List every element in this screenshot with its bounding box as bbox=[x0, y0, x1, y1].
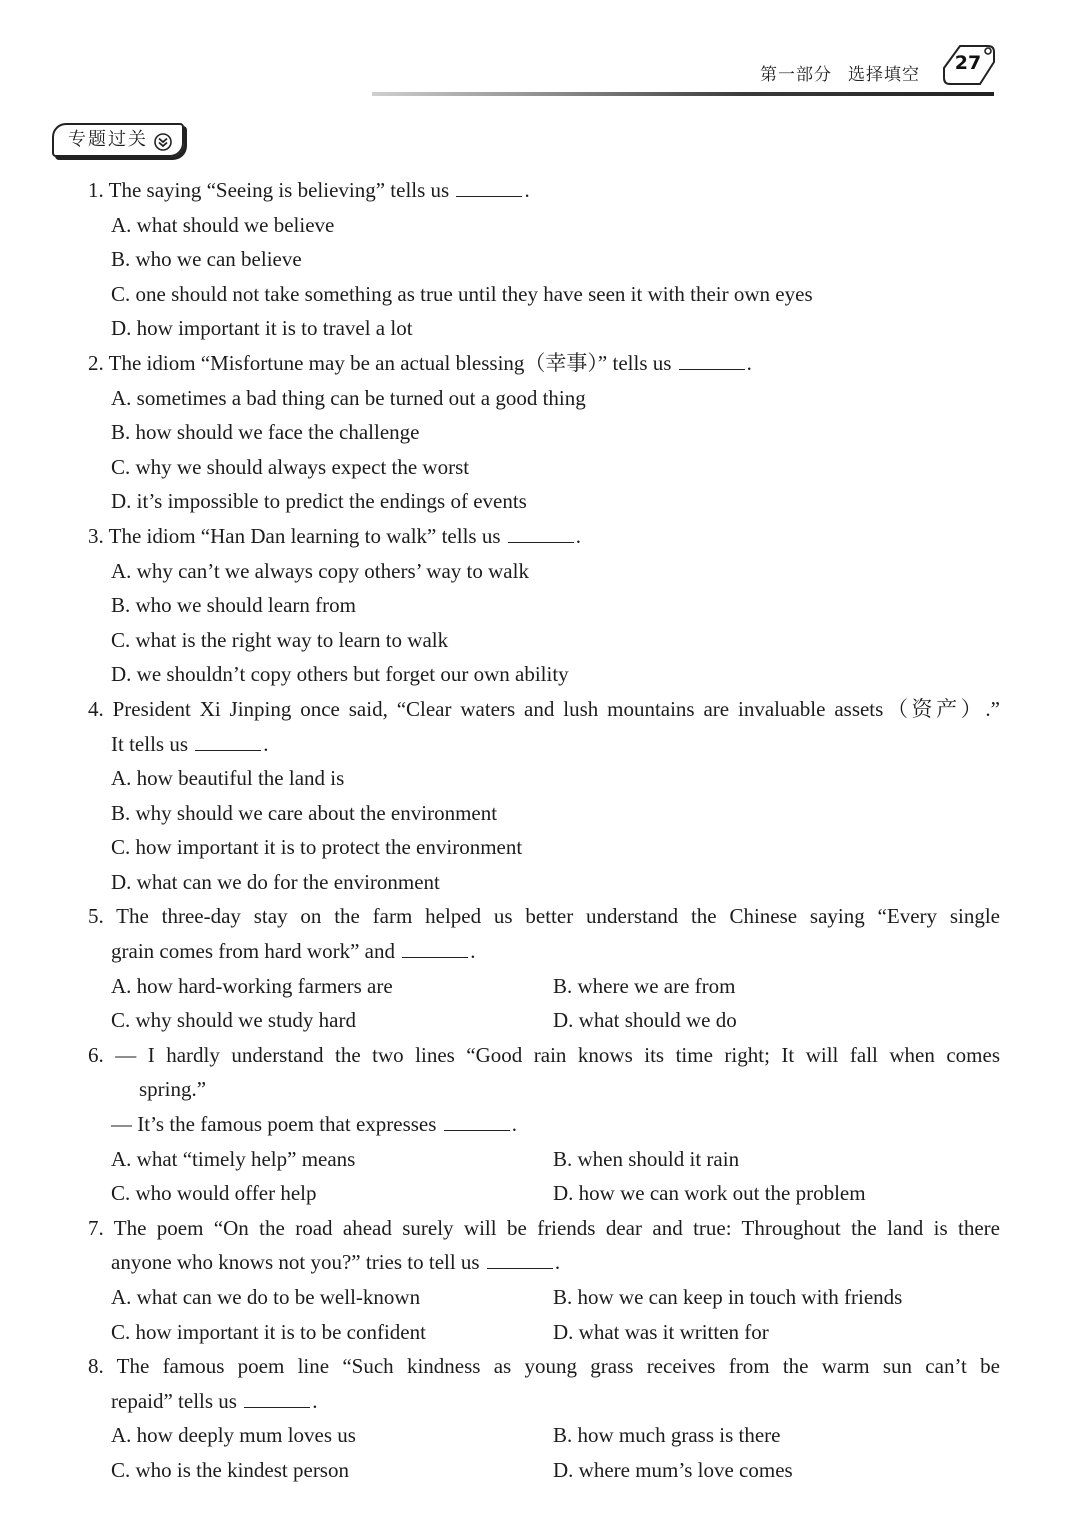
question-4-stem-line-1: 4. President Xi Jinping once said, “Clear waters and lush mountains are invaluable assets（资产）.” bbox=[88, 696, 1000, 721]
question-7-stem-line-1: 7. The poem “On the road ahead surely will be friends dear and true: Throughout the land is there bbox=[88, 1215, 1000, 1240]
question-3-option-c: C. what is the right way to learn to walk bbox=[111, 627, 449, 652]
question-8-option-a: A. how deeply mum loves us bbox=[111, 1423, 356, 1448]
question-8-stem-line-1: 8. The famous poem line “Such kindness as young grass receives from the warm sun can’t be bbox=[88, 1354, 1000, 1379]
question-8-option-c: C. who is the kindest person bbox=[111, 1457, 349, 1482]
question-2-option-c: C. why we should always expect the worst bbox=[111, 454, 470, 479]
header-rule bbox=[372, 92, 994, 96]
page-number: 27 bbox=[954, 52, 982, 74]
question-7-option-b: B. how we can keep in touch with friends bbox=[553, 1285, 903, 1309]
question-1-option-b: B. who we can believe bbox=[111, 247, 302, 272]
question-7-option-a: A. what can we do to be well-known bbox=[111, 1285, 421, 1309]
question-4-option-b: B. why should we care about the environment bbox=[111, 800, 498, 825]
section-tag-label: 专题过关 bbox=[68, 129, 148, 150]
question-1-option-d: D. how important it is to travel a lot bbox=[111, 316, 413, 341]
question-7-options-row-2 bbox=[88, 1315, 1000, 1350]
answer-blank bbox=[402, 939, 468, 958]
question-4-option-d: D. what can we do for the environment bbox=[111, 869, 440, 894]
question-8-option-d: D. where mum’s love comes bbox=[553, 1457, 793, 1482]
question-3-option-d: D. we shouldn’t copy others but forget our own ability bbox=[111, 662, 569, 687]
question-6-option-b: B. when should it rain bbox=[553, 1146, 740, 1171]
answer-blank bbox=[508, 524, 574, 543]
question-5-option-a: A. how hard-working farmers are bbox=[111, 973, 393, 998]
question-5-options-row-1 bbox=[88, 969, 1000, 1004]
header-section: 选择填空 bbox=[848, 65, 920, 85]
answer-blank bbox=[244, 1389, 310, 1408]
double-chevron-down-icon bbox=[154, 131, 172, 161]
question-8-stem-line-2: repaid” tells us . bbox=[111, 1388, 318, 1413]
question-6-option-c: C. who would offer help bbox=[111, 1181, 317, 1206]
question-5-options-row-2 bbox=[88, 1003, 1000, 1038]
question-7-option-d: D. what was it written for bbox=[553, 1319, 769, 1344]
answer-blank bbox=[195, 732, 261, 751]
question-6-options-row-2 bbox=[88, 1176, 1000, 1211]
question-8-options-row-1 bbox=[88, 1418, 1000, 1453]
question-5-option-b: B. where we are from bbox=[553, 973, 736, 998]
question-8-option-b: B. how much grass is there bbox=[553, 1423, 781, 1448]
question-7-stem-line-2: anyone who knows not you?” tries to tell us . bbox=[111, 1250, 561, 1275]
question-5-option-c: C. why should we study hard bbox=[111, 1008, 356, 1033]
question-6-stem-line-3: — It’s the famous poem that expresses . bbox=[111, 1112, 517, 1137]
question-4-option-a: A. how beautiful the land is bbox=[111, 766, 345, 791]
question-5-option-d: D. what should we do bbox=[553, 1008, 737, 1033]
question-3-stem: 3. The idiom “Han Dan learning to walk” tells us . bbox=[88, 523, 582, 548]
question-5-stem-line-2: grain comes from hard work” and . bbox=[111, 939, 476, 964]
question-2-stem: 2. The idiom “Misfortune may be an actual blessing（幸事）” tells us . bbox=[88, 350, 752, 375]
question-4-option-c: C. how important it is to protect the environment bbox=[111, 835, 523, 860]
question-1-option-c: C. one should not take something as true until they have seen it with their own eyes bbox=[111, 281, 813, 306]
question-5-stem-line-1: 5. The three-day stay on the farm helped us better understand the Chinese saying “Every single bbox=[88, 904, 1000, 929]
question-2-option-b: B. how should we face the challenge bbox=[111, 420, 420, 445]
running-header bbox=[760, 60, 920, 85]
question-4-stem-line-2: It tells us . bbox=[111, 731, 269, 756]
question-6-options-row-1 bbox=[88, 1142, 1000, 1177]
answer-blank bbox=[679, 351, 745, 370]
question-list bbox=[88, 173, 1000, 1488]
answer-blank bbox=[456, 178, 522, 197]
question-8-options-row-2 bbox=[88, 1453, 1000, 1488]
page-number-badge bbox=[938, 40, 998, 90]
question-6-stem-line-1: 6. — I hardly understand the two lines “Good rain knows its time right; It will fall when comes bbox=[88, 1042, 1000, 1067]
question-6-option-a: A. what “timely help” means bbox=[111, 1146, 356, 1171]
question-7-option-c: C. how important it is to be confident bbox=[111, 1319, 426, 1344]
question-6-option-d: D. how we can work out the problem bbox=[553, 1181, 866, 1206]
question-1-option-a: A. what should we believe bbox=[111, 212, 335, 237]
section-tag bbox=[52, 123, 184, 157]
header-part: 第一部分 bbox=[760, 65, 832, 85]
answer-blank bbox=[487, 1250, 553, 1269]
question-7-options-row-1 bbox=[88, 1280, 1000, 1315]
question-1-stem: 1. The saying “Seeing is believing” tells us . bbox=[88, 178, 530, 202]
question-6-stem-line-2: spring.” bbox=[139, 1077, 207, 1102]
question-3-option-a: A. why can’t we always copy others’ way to walk bbox=[111, 558, 529, 583]
answer-blank bbox=[444, 1112, 510, 1131]
question-2-option-d: D. it’s impossible to predict the endings of events bbox=[111, 489, 527, 514]
question-2-option-a: A. sometimes a bad thing can be turned out a good thing bbox=[111, 385, 586, 410]
question-3-option-b: B. who we should learn from bbox=[111, 593, 356, 618]
